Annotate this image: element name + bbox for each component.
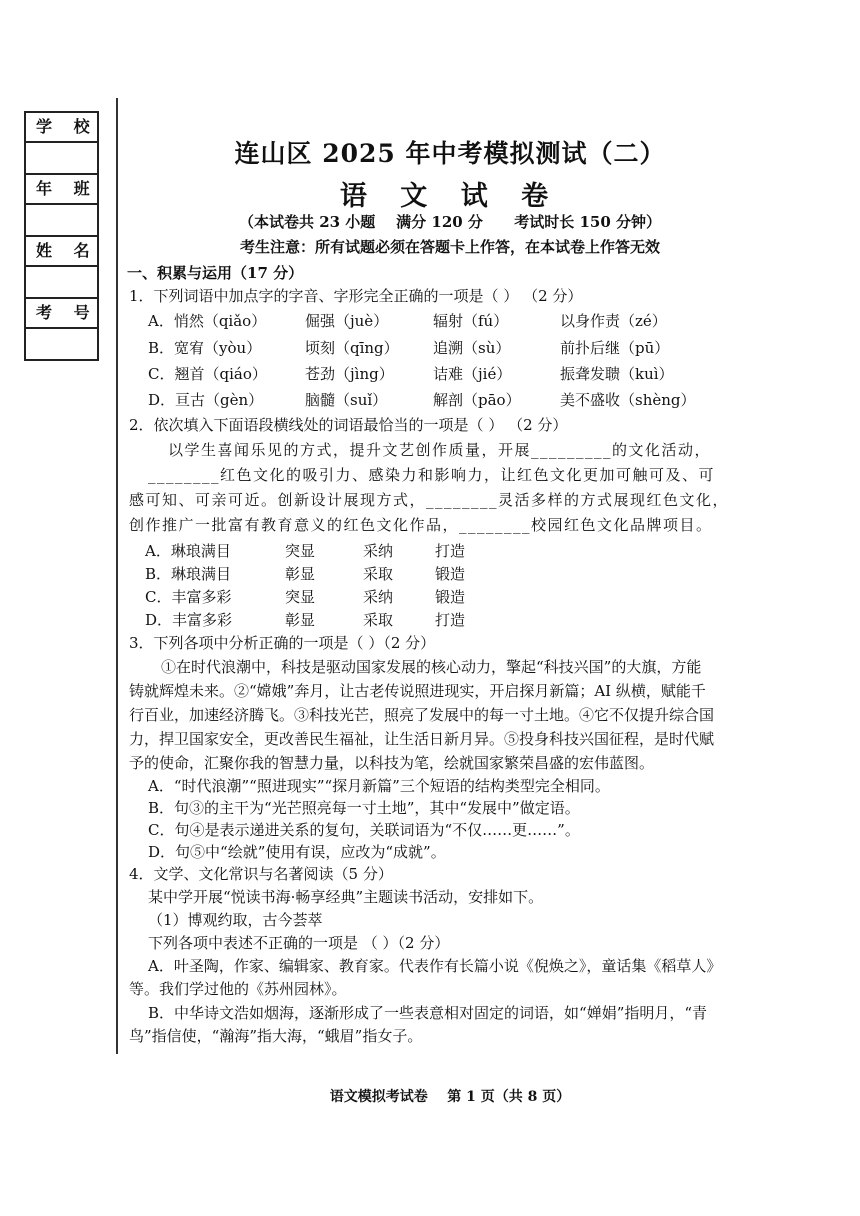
q2-passage-line: 创作推广一批富有教育意义的红色文化作品，________校园红色文化品牌项目。 bbox=[129, 516, 713, 534]
q4-intro: 某中学开展“悦读书海·畅享经典”主题读书活动，安排如下。 bbox=[148, 888, 544, 906]
school-blank bbox=[26, 143, 97, 175]
q2-b-3: 采取 bbox=[363, 565, 394, 583]
q3-passage-line: 予的使命，汇聚你我的智慧力量，以科技为笔，绘就国家繁荣昌盛的宏伟蓝图。 bbox=[129, 754, 655, 772]
q1-a-4: 以身作责（zé） bbox=[560, 312, 667, 330]
q2-option-row bbox=[145, 609, 785, 631]
q2-b-4: 锻造 bbox=[435, 565, 466, 583]
q1-a-3: 辐射（fú） bbox=[433, 312, 509, 330]
q1-c-3: 诘难（jié） bbox=[433, 365, 512, 383]
q2-passage-line: 以学生喜闻乐见的方式，提升文艺创作质量，开展_________的文化活动， bbox=[168, 441, 712, 459]
q2-passage-line: ________红色文化的吸引力、感染力和影响力，让红色文化更加可触可及、可 bbox=[148, 466, 716, 484]
q3-option-c: C．句④是表示递进关系的复句，关联词语为“不仅……更……”。 bbox=[148, 821, 580, 839]
class-blank bbox=[26, 205, 97, 237]
section-heading: 一、积累与运用（17 分） bbox=[127, 264, 304, 282]
q4-option-a-line: 等。我们学过他的《苏州园林》。 bbox=[129, 980, 347, 998]
q2-a-4: 打造 bbox=[435, 542, 466, 560]
q2-d-4: 打造 bbox=[435, 611, 466, 629]
number-label: 考 号 bbox=[26, 299, 97, 329]
q2-passage-line: 感可知、可亲可近。创新设计展现方式，________灵活多样的方式展现红色文化， bbox=[129, 491, 730, 509]
q3-option-d: D．句⑤中“绘就”使用有误，应改为“成就”。 bbox=[148, 843, 446, 861]
q2-option-row bbox=[145, 540, 785, 562]
q3-passage-line: 行百业，加速经济腾飞。③科技光芒，照亮了发展中的每一寸土地。④它不仅提升综合国 bbox=[129, 706, 715, 724]
q1-d-4: 美不盛收（shèng） bbox=[560, 391, 696, 409]
q2-d-1: D．丰富多彩 bbox=[145, 611, 233, 629]
q2-b-2: 彰显 bbox=[285, 565, 316, 583]
q2-d-2: 彰显 bbox=[285, 611, 316, 629]
q2-a-3: 采纳 bbox=[363, 542, 394, 560]
q1-c-4: 振聋发聩（kuì） bbox=[560, 365, 674, 383]
q4-option-a-line: A．叶圣陶，作家、编辑家、教育家。代表作有长篇小说《倪焕之》，童话集《稻草人》 bbox=[148, 957, 722, 975]
q1-c-2: 苍劲（jìng） bbox=[305, 365, 394, 383]
q2-b-1: B．琳琅满目 bbox=[145, 565, 232, 583]
q4-stem: 4．文学、文化常识与名著阅读（5 分） bbox=[129, 865, 393, 883]
name-blank bbox=[26, 267, 97, 299]
q3-option-b: B．句③的主干为“光芒照亮每一寸土地”，其中“发展中”做定语。 bbox=[148, 799, 580, 817]
q1-b-1: B．宽宥（yòu） bbox=[148, 339, 262, 357]
q3-stem: 3．下列各项中分析正确的一项是（ ）（2 分） bbox=[129, 634, 436, 652]
school-label: 学 校 bbox=[26, 113, 97, 143]
q1-d-2: 脑髓（suǐ） bbox=[305, 391, 388, 409]
q3-option-a: A．“时代浪潮”“照进现实”“探月新篇”三个短语的结构类型完全相同。 bbox=[148, 777, 610, 795]
q2-c-2: 突显 bbox=[285, 588, 316, 606]
q1-d-3: 解剖（pāo） bbox=[433, 391, 521, 409]
q2-c-4: 锻造 bbox=[435, 588, 466, 606]
exam-subtitle: 语 文 试 卷 bbox=[339, 181, 561, 212]
q3-passage-line: ①在时代浪潮中，科技是驱动国家发展的核心动力，擎起“科技兴国”的大旗，方能 bbox=[161, 658, 702, 676]
name-label: 姓 名 bbox=[26, 237, 97, 267]
q4-sub1: （1）博观约取，古今荟萃 bbox=[148, 911, 323, 929]
number-blank bbox=[26, 329, 97, 359]
exam-info: （本试卷共 23 小题 满分 120 分 考试时长 150 分钟） bbox=[238, 213, 662, 231]
q2-a-2: 突显 bbox=[285, 542, 316, 560]
q2-option-row bbox=[145, 586, 785, 608]
q2-c-1: C．丰富多彩 bbox=[145, 588, 232, 606]
q3-passage-line: 铸就辉煌未来。②“嫦娥”奔月，让古老传说照进现实，开启探月新篇；AI 纵横，赋能千 bbox=[129, 682, 706, 700]
q1-option-row bbox=[148, 337, 788, 359]
page-footer: 语文模拟考试卷 第 1 页（共 8 页） bbox=[329, 1089, 571, 1105]
q2-c-3: 采纳 bbox=[363, 588, 394, 606]
q1-a-1: A．悄然（qiǎo） bbox=[148, 312, 267, 330]
q4-option-b-line: 鸟”指信使，“瀚海”指大海，“蛾眉”指女子。 bbox=[129, 1027, 423, 1045]
q2-a-1: A．琳琅满目 bbox=[145, 542, 231, 560]
student-info-box bbox=[24, 111, 99, 361]
q1-b-4: 前扑后继（pū） bbox=[560, 339, 670, 357]
q1-option-row bbox=[148, 363, 788, 385]
q1-option-row bbox=[148, 310, 788, 332]
q4-sub1-question: 下列各项中表述不正确的一项是 （ ）（2 分） bbox=[148, 934, 450, 952]
q2-stem: 2．依次填入下面语段横线处的词语最恰当的一项是（ ） （2 分） bbox=[129, 416, 568, 434]
exam-notice: 考生注意：所有试题必须在答题卡上作答，在本试卷上作答无效 bbox=[239, 238, 660, 256]
q1-c-1: C．翘首（qiáo） bbox=[148, 365, 267, 383]
q1-d-1: D．亘古（gèn） bbox=[148, 391, 264, 409]
q1-option-row bbox=[148, 389, 788, 411]
q1-stem: 1．下列词语中加点字的字音、字形完全正确的一项是（ ） （2 分） bbox=[129, 287, 583, 305]
class-label: 年 班 bbox=[26, 175, 97, 205]
q2-d-3: 采取 bbox=[363, 611, 394, 629]
q4-option-b-line: B．中华诗文浩如烟海，逐渐形成了一些表意相对固定的词语，如“婵娟”指明月，“青 bbox=[148, 1004, 708, 1022]
q3-passage-line: 力，捍卫国家安全，更改善民生福祉，让生活日新月异。⑤投身科技兴国征程，是时代赋 bbox=[129, 730, 715, 748]
q1-b-2: 顷刻（qīng） bbox=[305, 339, 399, 357]
q1-a-2: 倔强（juè） bbox=[305, 312, 389, 330]
q1-b-3: 追溯（sù） bbox=[433, 339, 511, 357]
exam-title: 连山区 2025 年中考模拟测试（二） bbox=[234, 139, 666, 168]
binding-line bbox=[116, 98, 118, 1054]
q2-option-row bbox=[145, 563, 785, 585]
